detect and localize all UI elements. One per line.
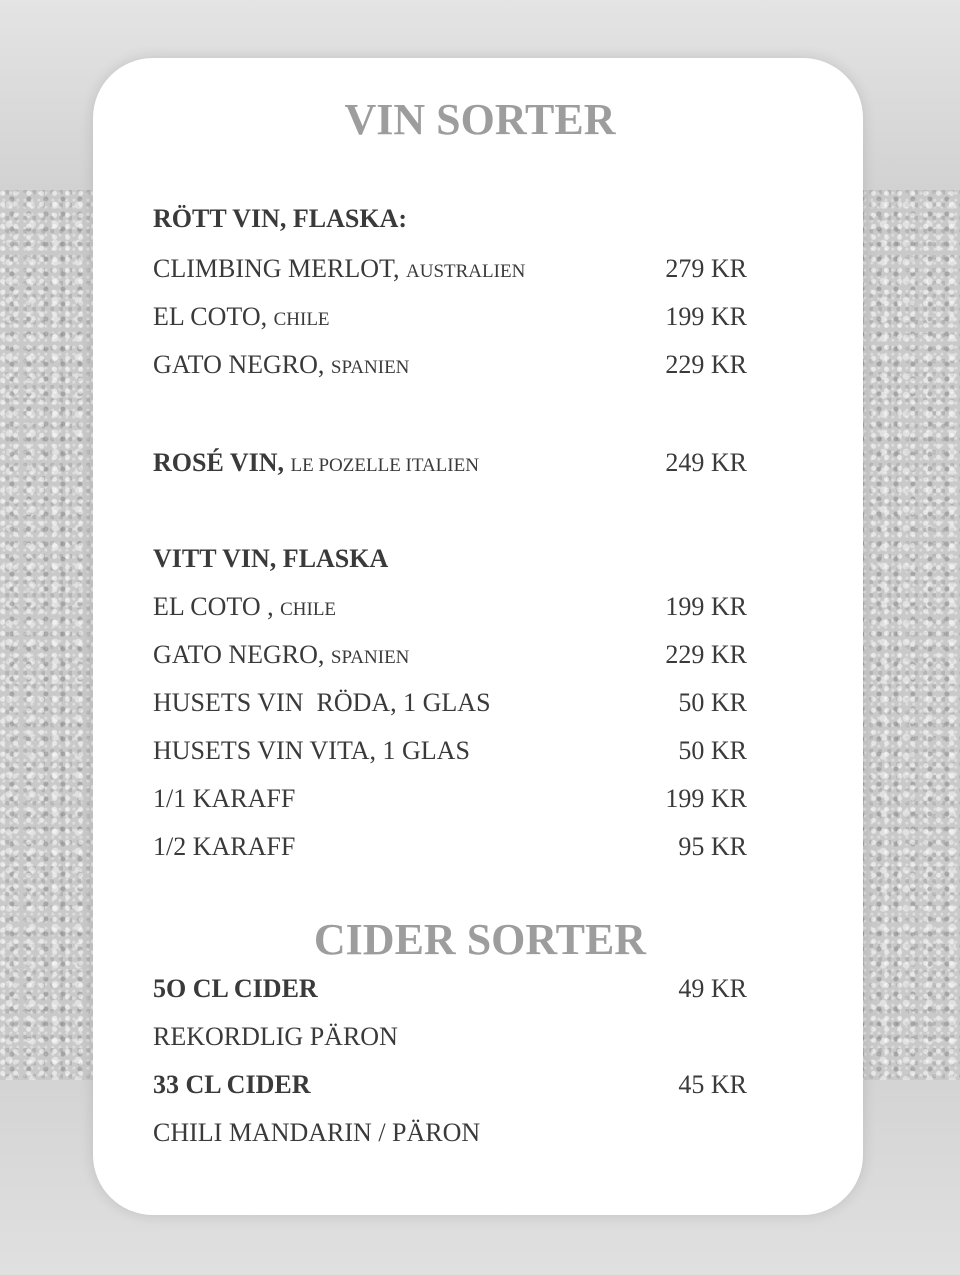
menu-item: [153, 638, 747, 672]
red-wine-heading-row: [153, 202, 747, 236]
item-price: 50 KR: [678, 688, 747, 717]
item-price: 229 KR: [665, 640, 747, 669]
item-price: 199 KR: [665, 784, 747, 813]
menu-item: [153, 782, 747, 816]
item-name: EL COTO ,: [153, 592, 274, 621]
item-price: 49 KR: [678, 974, 747, 1003]
cider-section-title: CIDER SORTER: [313, 915, 647, 964]
item-price: 199 KR: [665, 302, 747, 331]
item-name: 1/2 KARAFF: [153, 832, 296, 861]
menu-item: [153, 830, 747, 864]
item-name: GATO NEGRO,: [153, 350, 325, 379]
menu-item: [153, 686, 747, 720]
item-origin: CHILE: [280, 599, 337, 620]
white-wine-heading-row: [153, 542, 747, 576]
rose-wine-price: 249 KR: [665, 448, 747, 477]
rose-wine-row: [153, 446, 747, 480]
menu-item: [153, 734, 747, 768]
menu-item: [153, 1068, 747, 1102]
rose-wine-name: ROSÉ VIN,: [153, 448, 285, 477]
item-origin: AUSTRALIEN: [406, 261, 526, 282]
item-price: 45 KR: [678, 1070, 747, 1099]
item-price: 229 KR: [665, 350, 747, 379]
rose-wine-origin: LE POZELLE ITALIEN: [290, 455, 479, 476]
item-name: CLIMBING MERLOT,: [153, 254, 400, 283]
item-name: 1/1 KARAFF: [153, 784, 296, 813]
white-wine-heading: VITT VIN, FLASKA: [153, 544, 389, 573]
cider-variant: CHILI MANDARIN / PÄRON: [153, 1118, 481, 1147]
cider-variant-row: [153, 1116, 747, 1150]
menu-item: [153, 972, 747, 1006]
item-origin: SPANIEN: [330, 647, 410, 668]
menu-item: [153, 590, 747, 624]
wine-section-title: VIN SORTER: [344, 95, 616, 144]
item-price: 279 KR: [665, 254, 747, 283]
menu-item: [153, 252, 747, 286]
item-price: 50 KR: [678, 736, 747, 765]
item-origin: SPANIEN: [330, 357, 410, 378]
red-wine-heading: RÖTT VIN, FLASKA:: [153, 204, 408, 233]
item-name: HUSETS VIN VITA, 1 GLAS: [153, 736, 470, 765]
item-name: 5O CL CIDER: [153, 974, 318, 1003]
item-origin: CHILE: [273, 309, 330, 330]
menu-item: [153, 348, 747, 382]
item-name: HUSETS VIN RÖDA, 1 GLAS: [153, 688, 491, 717]
item-price: 95 KR: [678, 832, 747, 861]
cider-variant-row: [153, 1020, 747, 1054]
item-name: EL COTO,: [153, 302, 268, 331]
menu-item: [153, 300, 747, 334]
item-name: 33 CL CIDER: [153, 1070, 311, 1099]
item-price: 199 KR: [665, 592, 747, 621]
item-name: GATO NEGRO,: [153, 640, 325, 669]
cider-variant: REKORDLIG PÄRON: [153, 1022, 398, 1051]
